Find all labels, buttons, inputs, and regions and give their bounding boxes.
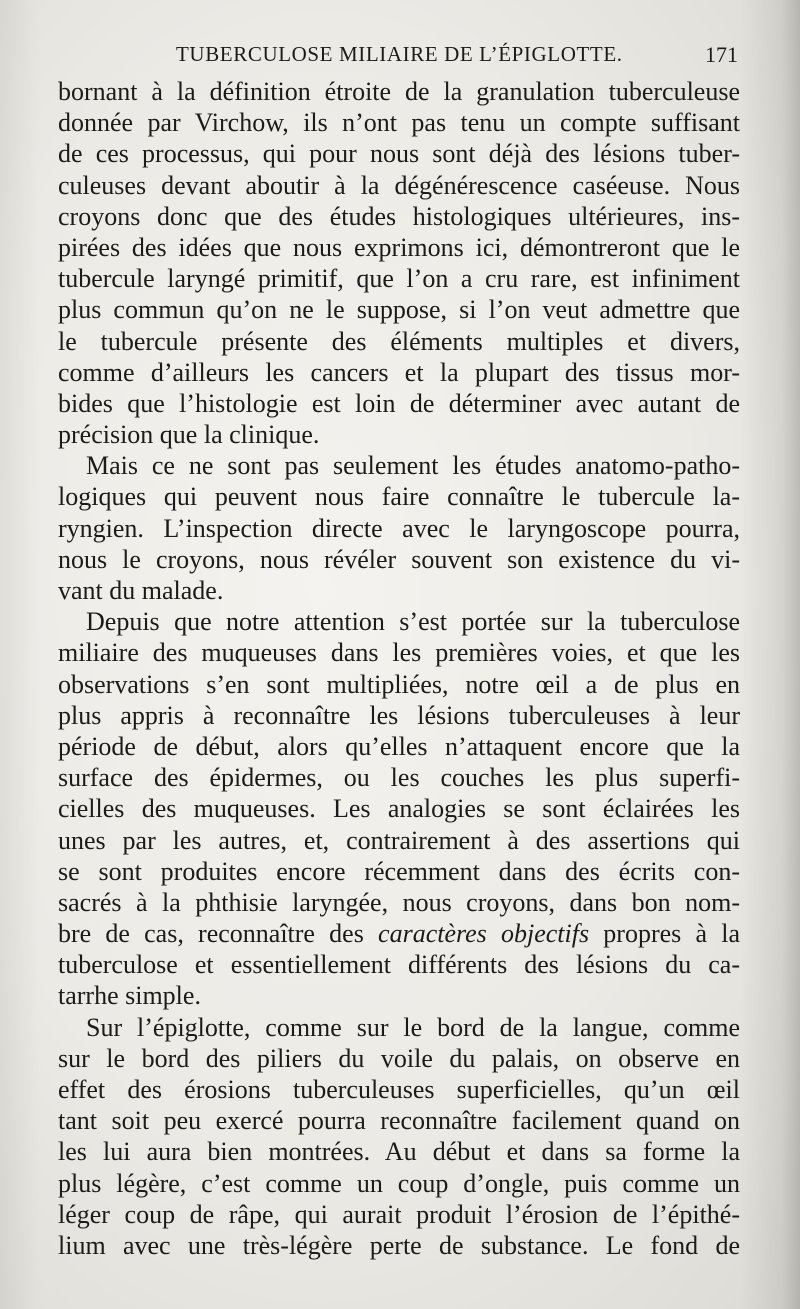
text-line: plus légère, c’est comme un coup d’ongle, puis comme un (58, 1168, 740, 1198)
text-line: bides que l’histologie est loin de déterminer avec autant de (58, 388, 740, 418)
text-line: tubercule laryngé primitif, que l’on a cru rare, est infiniment (58, 264, 740, 294)
paragraph (58, 450, 740, 606)
text-line: ryngien. L’inspection directe avec le laryngoscope pourra, (58, 513, 740, 543)
text-line: miliaire des muqueuses dans les premières voies, et que les (58, 638, 740, 668)
running-title: TUBERCULOSE MILIAIRE DE L’ÉPIGLOTTE. (176, 42, 623, 66)
text-line: tuberculose et essentiellement différents des lésions du ca- (58, 950, 740, 980)
text-line: les lui aura bien montrées. Au début et dans sa forme la (58, 1137, 740, 1167)
text-line: culeuses devant aboutir à la dégénérescence caséeuse. Nous (58, 170, 740, 200)
text-line: sacrés à la phthisie laryngée, nous croyons, dans bon nom- (58, 887, 740, 917)
text-line: léger coup de râpe, qui aurait produit l’érosion de l’épithé- (58, 1199, 740, 1229)
text-line: comme d’ailleurs les cancers et la plupart des tissus mor- (58, 357, 740, 387)
text-line: croyons donc que des études histologiques ultérieures, ins- (58, 201, 740, 231)
text-line: se sont produites encore récemment dans des écrits con- (58, 856, 740, 886)
text-line: lium avec une très-légère perte de substance. Le fond de (58, 1230, 740, 1260)
paragraph (58, 1012, 740, 1262)
text-line: plus appris à reconnaître les lésions tuberculeuses à leur (58, 700, 740, 730)
text-line: période de début, alors qu’elles n’attaquent encore que la (58, 731, 740, 761)
paragraph (58, 76, 740, 450)
text-line: Sur l’épiglotte, comme sur le bord de la langue, comme (86, 1012, 740, 1042)
text-line: le tubercule présente des éléments multiples et divers, (58, 326, 740, 356)
paragraph (58, 606, 740, 1011)
text-line: tant soit peu exercé pourra reconnaître facilement quand on (58, 1106, 740, 1136)
page-number: 171 (705, 42, 738, 67)
text-line: vant du malade. (58, 576, 224, 605)
text-line-with-italic: bre de cas, reconnaître des caractères objectifs propres à la (58, 919, 740, 949)
text-line: logiques qui peuvent nous faire connaître le tubercule la- (58, 482, 740, 512)
page-edge-shadow (740, 0, 800, 1309)
text-line: surface des épidermes, ou les couches les plus superfi- (58, 763, 740, 793)
text-line: nous le croyons, nous révéler souvent son existence du vi- (58, 544, 740, 574)
text-line: pirées des idées que nous exprimons ici, démontreront que le (58, 232, 740, 262)
text-line: bornant à la définition étroite de la granulation tuberculeuse (58, 77, 740, 106)
text-line: cielles des muqueuses. Les analogies se sont éclairées les (58, 794, 740, 824)
text-line: plus commun qu’on ne le suppose, si l’on veut admettre que (58, 295, 740, 325)
running-header (58, 36, 742, 72)
text-line: unes par les autres, et, contrairement à des assertions qui (58, 825, 740, 855)
text-line: sur le bord des piliers du voile du palais, on observe en (58, 1043, 740, 1073)
text-line: tarrhe simple. (58, 981, 201, 1011)
text-line: Depuis que notre attention s’est portée sur la tuberculose (86, 607, 740, 637)
binding-shadow (0, 0, 40, 1309)
text-line: de ces processus, qui pour nous sont déjà des lésions tuber- (58, 139, 740, 169)
text-line: effet des érosions tuberculeuses superficielles, qu’un œil (58, 1075, 740, 1104)
italic-phrase: caractères objectifs (378, 919, 590, 949)
body-text (58, 76, 740, 1261)
text-line: Mais ce ne sont pas seulement les études anatomo-patho- (86, 451, 740, 481)
text-line: donnée par Virchow, ils n’ont pas tenu un compte suffisant (58, 108, 740, 138)
text-line: précision que la clinique. (58, 420, 320, 450)
text-line: observations s’en sont multipliées, notre œil a de plus en (58, 669, 740, 699)
